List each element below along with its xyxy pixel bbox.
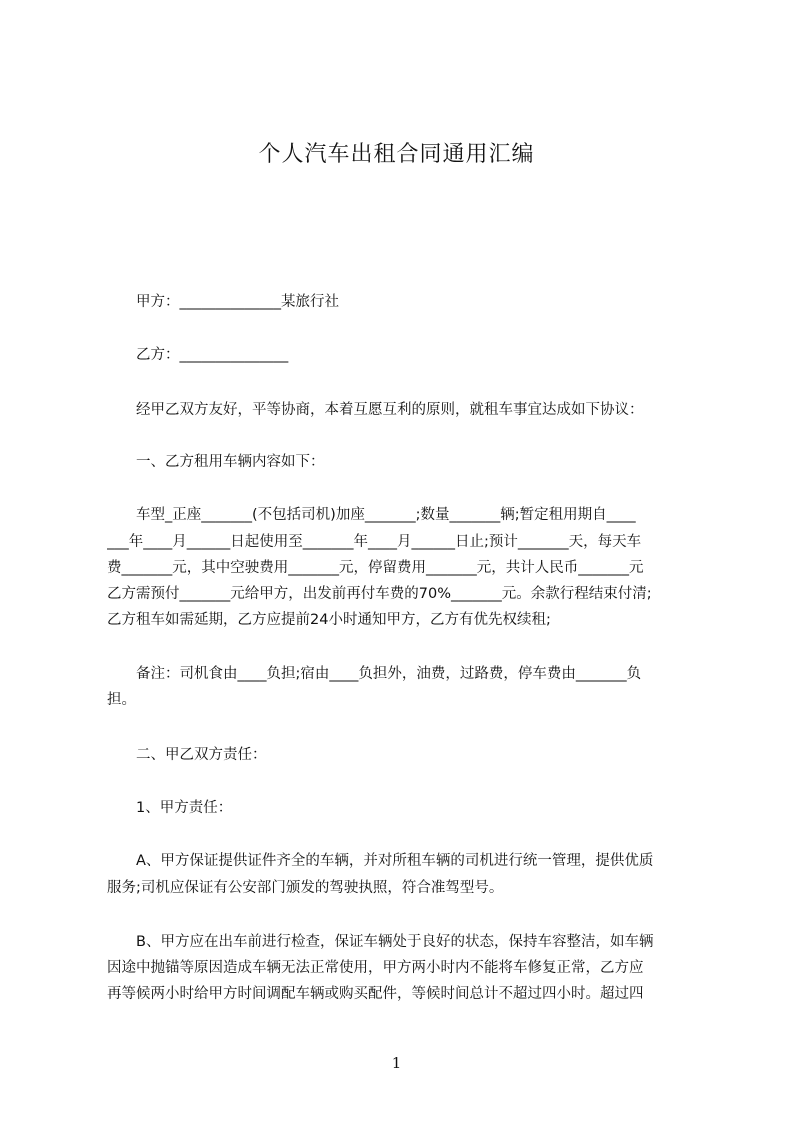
vehicle-paragraph-line: 车型_正座_______(不包括司机)加座_______;数量_______辆;暂定租用期自____ bbox=[107, 507, 636, 523]
clause-b-line: 因途中抛锚等原因造成车辆无法正常使用，甲方两小时内不能将车修复正常，乙方应 bbox=[107, 960, 644, 976]
party-a-line: 甲方：______________某旅行社 bbox=[107, 294, 339, 310]
vehicle-paragraph-line: ___年____月______日起使用至_______年____月______日止;预计_______天，每天车 bbox=[107, 534, 642, 550]
clause-b-line: B、甲方应在出车前进行检查，保证车辆处于良好的状态，保持车容整洁，如车辆 bbox=[107, 934, 654, 950]
remarks-line: 担。 bbox=[107, 692, 136, 708]
party-b-line: 乙方：_______________ bbox=[107, 347, 289, 363]
vehicle-paragraph-line: 乙方需预付_______元给甲方，出发前再付车费的70%_______元。余款行程结束付清; bbox=[107, 586, 652, 602]
vehicle-paragraph-line: 费_______元，其中空驶费用_______元，停留费用_______元，共计人民币_______元 bbox=[107, 560, 644, 576]
clause-a-line: A、甲方保证提供证件齐全的车辆，并对所租车辆的司机进行统一管理，提供优质 bbox=[107, 853, 654, 869]
section-1-heading: 一、乙方租用车辆内容如下： bbox=[107, 454, 325, 470]
party-a-duties-heading: 1、甲方责任： bbox=[107, 800, 233, 816]
remarks-line: 备注：司机食由____负担;宿由____负担外，油费，过路费，停车费由_______负 bbox=[107, 666, 642, 682]
section-2-heading: 二、甲乙双方责任： bbox=[107, 747, 267, 763]
clause-b-line: 再等候两小时给甲方时间调配车辆或购买配件，等候时间总计不超过四小时。超过四 bbox=[107, 986, 644, 1002]
page-number: 1 bbox=[391, 1054, 402, 1072]
intro-paragraph: 经甲乙双方友好，平等协商，本着互愿互利的原则，就租车事宜达成如下协议： bbox=[107, 402, 644, 418]
document-title: 个人汽车出租合同通用汇编 bbox=[258, 142, 535, 167]
vehicle-paragraph-line: 乙方租车如需延期，乙方应提前24小时通知甲方，乙方有优先权续租; bbox=[107, 612, 551, 628]
clause-a-line: 服务;司机应保证有公安部门颁发的驾驶执照，符合准驾型号。 bbox=[107, 880, 504, 896]
